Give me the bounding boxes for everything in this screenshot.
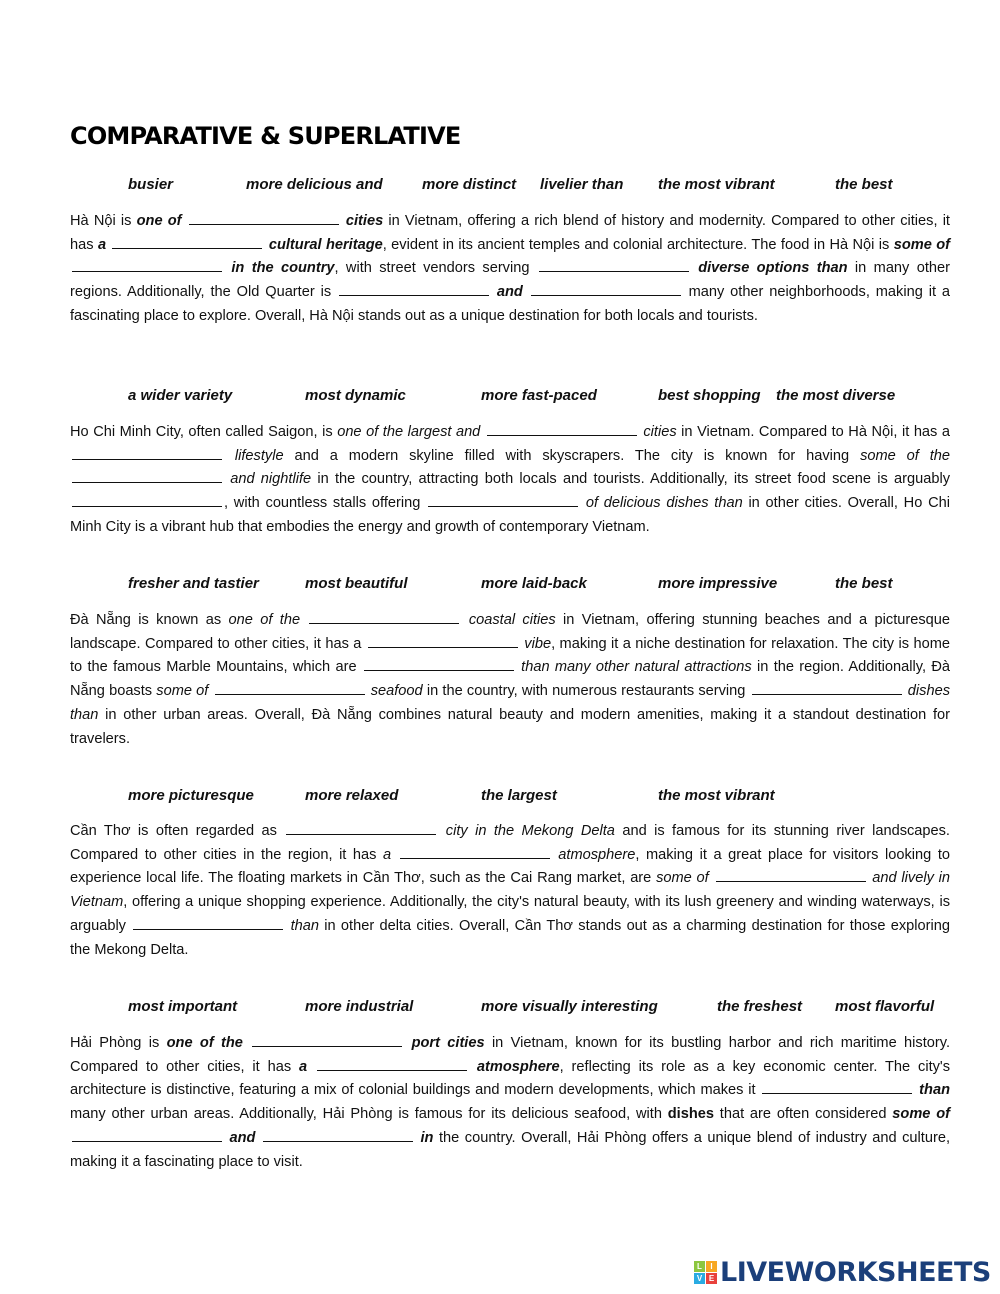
passage-text: Cần Thơ is often regarded as [70, 823, 285, 839]
answer-blank[interactable] [189, 210, 339, 225]
answer-blank[interactable] [215, 680, 365, 695]
passage-text: in many other regions. Additionally, the Old Quarter is [70, 260, 950, 301]
word-bank-item: best shopping [658, 387, 761, 404]
passage-text: in the country [224, 260, 335, 277]
word-bank-item: the most vibrant [658, 787, 775, 804]
word-bank-item: the most diverse [776, 387, 896, 404]
word-bank-item: the best [835, 176, 893, 193]
passage-text: dishes than [70, 683, 950, 723]
passage-text: in other delta cities. Overall, Cần Thơ stands out as a charming destination for those exploring the Mekong Delta. [70, 917, 950, 958]
answer-blank[interactable] [752, 680, 902, 695]
word-bank-item: most beautiful [305, 575, 408, 592]
passage-text: , evident in its ancient temples and colonial architecture. The food in Hà Nội is [382, 236, 894, 253]
word-bank-item: more laid-back [481, 575, 587, 592]
word-bank-item: the best [835, 575, 893, 592]
passage-text: Hải Phòng is [70, 1035, 167, 1051]
passage-text: a [97, 236, 111, 253]
logo-tile: E [706, 1273, 717, 1284]
answer-blank[interactable] [72, 257, 222, 272]
logo-tile: L [694, 1261, 705, 1272]
passage-text: in other urban areas. Overall, Đà Nẵng combines natural beauty and modern amenities, making it a standout destination for travelers. [70, 706, 950, 747]
word-bank-item: more delicious and [246, 176, 383, 193]
word-bank-item: a wider variety [128, 387, 233, 404]
passage-danang [70, 609, 950, 751]
passage-text: some of [893, 236, 951, 253]
passage-text: one of the largest and [337, 424, 485, 440]
passage-text: in Vietnam, offering a rich blend of history and modernity. Compared to other cities, it has [70, 213, 950, 253]
answer-blank[interactable] [72, 1127, 222, 1142]
word-bank-item: more relaxed [305, 787, 399, 804]
passage-text: and is famous for its stunning river landscapes. Compared to other cities in the region, it has [70, 823, 950, 863]
passage-text: Hà Nội is [70, 213, 137, 229]
passage-text: vibe [519, 635, 552, 652]
word-bank-item: more visually interesting [481, 998, 658, 1015]
passage-text: some of [656, 870, 714, 887]
answer-blank[interactable] [400, 844, 550, 859]
passage-text: , making it a great place for visitors looking to experience local life. The floating markets in Cần Thơ, such as the Cai Rang market, are [70, 846, 950, 887]
answer-blank[interactable] [317, 1056, 467, 1071]
logo-tile: I [706, 1261, 717, 1272]
passage-text: in Vietnam, offering stunning beaches and a picturesque landscape. Compared to other cities, it has a [70, 612, 950, 652]
passage-text: seafood [366, 683, 423, 700]
passage-text: , offering a unique shopping experience. Additionally, the city's natural beauty, with its lush greenery and winding waterways, is arguably [70, 894, 950, 934]
passage-text: in other cities. Overall, Ho Chi Minh City is a vibrant hub that embodies the energy and growth of contemporary Vietnam. [70, 495, 950, 535]
answer-blank[interactable] [368, 633, 518, 648]
word-bank-item: more fast-paced [481, 387, 597, 404]
word-bank-3 [0, 575, 1000, 597]
passage-text: and a modern skyline filled with skyscrapers. The city is known for having [283, 447, 861, 464]
passage-text: in Vietnam, known for its bustling harbor and rich maritime history. Compared to other cities, it has [70, 1035, 950, 1075]
word-bank-5 [0, 998, 1000, 1020]
passage-text: diverse options than [690, 260, 848, 277]
passage-text: in the country, with numerous restaurants serving [422, 683, 750, 700]
passage-text: than [285, 917, 319, 934]
answer-blank[interactable] [133, 915, 283, 930]
answer-blank[interactable] [72, 492, 222, 507]
passage-hanoi [70, 210, 950, 329]
passage-text: that are often considered [713, 1106, 893, 1123]
passage-text: , with street vendors serving [334, 260, 537, 277]
word-bank-item: more impressive [658, 575, 778, 592]
answer-blank[interactable] [339, 281, 489, 296]
word-bank-item: the largest [481, 787, 557, 804]
passage-text: and [491, 284, 529, 301]
passage-cantho [70, 820, 950, 962]
answer-blank[interactable] [263, 1127, 413, 1142]
passage-text: atmosphere [469, 1058, 560, 1075]
answer-blank[interactable] [112, 234, 262, 249]
passage-text: one of the [166, 1035, 251, 1051]
passage-text: the country. Overall, Hải Phòng offers a unique blend of industry and culture, making it a fascinating place to visit. [70, 1129, 950, 1170]
passage-text: of delicious dishes than [580, 495, 743, 512]
passage-text: in [414, 1129, 434, 1146]
passage-text: cities [638, 424, 677, 440]
passage-text: a [299, 1058, 315, 1075]
word-bank-4 [0, 787, 1000, 809]
word-bank-item: more industrial [305, 998, 414, 1015]
passage-text: some of [892, 1106, 950, 1123]
passage-text: coastal cities [461, 612, 556, 628]
logo-tile: V [694, 1273, 705, 1284]
answer-blank[interactable] [252, 1032, 402, 1047]
worksheet-title: COMPARATIVE & SUPERLATIVE [70, 122, 461, 150]
passage-text: , reflecting its role as a key economic center. The city's architecture is distinctive, featuring a mix of colonial buildings and modern developments, which makes it [70, 1058, 950, 1099]
passage-text: one of the [228, 612, 308, 628]
passage-text: cultural heritage [264, 236, 383, 253]
passage-text: port cities [404, 1035, 485, 1051]
logo-tiles-icon [694, 1261, 717, 1284]
passage-text: than many other natural attractions [515, 659, 752, 676]
passage-text: Đà Nẵng is known as [70, 612, 229, 628]
answer-blank[interactable] [309, 609, 459, 624]
passage-text: Ho Chi Minh City, often called Saigon, is [70, 424, 338, 440]
word-bank-item: most dynamic [305, 387, 406, 404]
passage-text: one of [136, 213, 187, 229]
word-bank-1 [0, 176, 1000, 198]
passage-text: and lively in Vietnam [70, 870, 951, 911]
passage-text: some of the [860, 447, 950, 464]
passage-text: in Vietnam. Compared to Hà Nội, it has a [676, 424, 951, 440]
passage-text: and [224, 1129, 261, 1146]
passage-text: in the region. Additionally, Đà Nẵng boasts [70, 659, 950, 700]
answer-blank[interactable] [539, 257, 689, 272]
passage-text: city in the Mekong Delta [438, 823, 615, 839]
passage-text: than [914, 1082, 950, 1099]
passage-text: in the country, attracting both locals and tourists. Additionally, its street food scene is arguably [311, 471, 950, 488]
word-bank-2 [0, 387, 1000, 409]
word-bank-item: more distinct [422, 176, 517, 193]
passage-text: cities [340, 213, 384, 229]
passage-text: lifestyle [224, 447, 284, 464]
word-bank-item: livelier than [540, 176, 624, 193]
passage-text: a [383, 846, 398, 863]
passage-text: , with countless stalls offering [224, 495, 427, 512]
passage-text: atmosphere [551, 846, 636, 863]
answer-blank[interactable] [531, 281, 681, 296]
answer-blank[interactable] [364, 656, 514, 671]
answer-blank[interactable] [72, 445, 222, 460]
word-bank-item: most flavorful [835, 998, 935, 1015]
passage-haiphong [70, 1032, 950, 1174]
passage-hcmc [70, 421, 950, 540]
word-bank-item: more picturesque [128, 787, 254, 804]
word-bank-item: most important [128, 998, 238, 1015]
passage-text: some of [156, 683, 213, 700]
word-bank-item: busier [128, 176, 174, 193]
answer-blank[interactable] [286, 820, 436, 835]
passage-text: , making it a niche destination for relaxation. The city is home to the famous Marble Mountains, which are [70, 635, 950, 676]
word-bank-item: the freshest [717, 998, 803, 1015]
answer-blank[interactable] [487, 421, 637, 436]
word-bank-item: the most vibrant [658, 176, 775, 193]
logo-text: LIVEWORKSHEETS [720, 1257, 991, 1288]
answer-blank[interactable] [72, 468, 222, 483]
passage-text: many other neighborhoods, making it a fascinating place to explore. Overall, Hà Nội stands out as a unique destination for both locals and tourists. [70, 284, 950, 324]
passage-text: and nightlife [224, 471, 312, 488]
answer-blank[interactable] [716, 867, 866, 882]
passage-text: dishes [667, 1106, 714, 1123]
liveworksheets-logo [694, 1257, 991, 1288]
answer-blank[interactable] [428, 492, 578, 507]
word-bank-item: fresher and tastier [128, 575, 259, 592]
passage-text: many other urban areas. Additionally, Hải Phòng is famous for its delicious seafood, with [70, 1106, 668, 1123]
answer-blank[interactable] [762, 1079, 912, 1094]
